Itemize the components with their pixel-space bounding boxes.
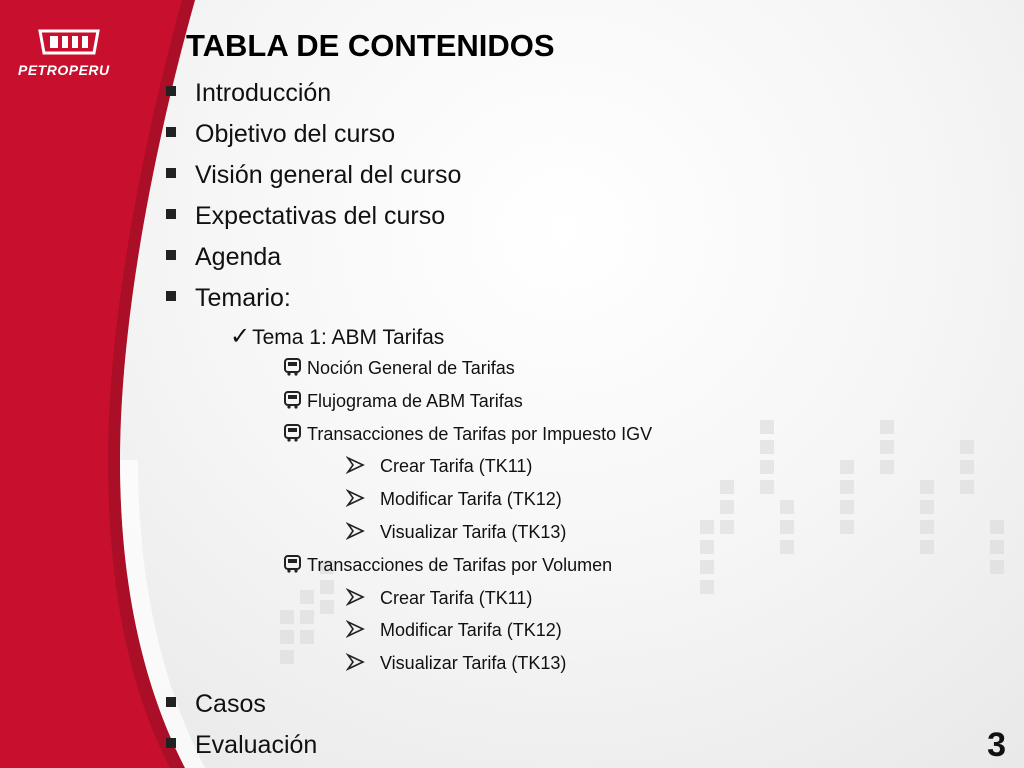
square-bullet-icon bbox=[166, 86, 176, 96]
toc-item-label: Flujograma de ABM Tarifas bbox=[307, 391, 523, 411]
toc-item-label: Transacciones de Tarifas por Impuesto IGV bbox=[307, 424, 653, 444]
toc-item bbox=[166, 202, 445, 231]
square-bullet-icon bbox=[166, 291, 176, 301]
toc-item bbox=[284, 555, 612, 576]
toc-item bbox=[166, 690, 266, 719]
page-number: 3 bbox=[987, 726, 1006, 764]
bus-icon bbox=[284, 391, 301, 412]
toc-item-label: Tema 1: ABM Tarifas bbox=[252, 326, 445, 349]
toc-item-label: Modificar Tarifa (TK12) bbox=[380, 489, 562, 509]
toc-item-label: Noción General de Tarifas bbox=[307, 358, 515, 378]
toc-item bbox=[346, 588, 532, 609]
toc-item bbox=[166, 284, 291, 313]
toc-item-label: Agenda bbox=[195, 243, 282, 271]
petroperu-logo-icon bbox=[34, 27, 104, 61]
square-bullet-icon bbox=[166, 127, 176, 137]
toc-item bbox=[166, 731, 317, 760]
toc-item-label: Evaluación bbox=[195, 731, 318, 759]
bus-icon bbox=[284, 358, 301, 379]
toc-item-label: Transacciones de Tarifas por Volumen bbox=[307, 555, 613, 575]
toc-item-label: Visualizar Tarifa (TK13) bbox=[380, 653, 567, 673]
toc-item bbox=[284, 391, 523, 412]
toc-item-label: Visualizar Tarifa (TK13) bbox=[380, 522, 567, 542]
toc-item bbox=[166, 243, 281, 272]
toc-item bbox=[166, 79, 331, 108]
toc-item bbox=[346, 620, 562, 641]
toc-item-label: Introducción bbox=[195, 79, 332, 107]
square-bullet-icon bbox=[166, 250, 176, 260]
square-bullet-icon bbox=[166, 738, 176, 748]
toc-item-label: Modificar Tarifa (TK12) bbox=[380, 620, 562, 640]
square-bullet-icon bbox=[166, 168, 176, 178]
toc-item bbox=[284, 358, 515, 379]
toc-item-label: Objetivo del curso bbox=[195, 120, 396, 148]
toc-item-label: Crear Tarifa (TK11) bbox=[380, 588, 533, 608]
toc-item bbox=[346, 489, 562, 510]
arrow-bullet-icon bbox=[346, 456, 366, 477]
arrow-bullet-icon bbox=[346, 653, 366, 674]
toc-item bbox=[166, 120, 395, 149]
toc-item-label: Crear Tarifa (TK11) bbox=[380, 456, 533, 476]
toc-item bbox=[346, 456, 532, 477]
toc-item bbox=[166, 161, 461, 190]
arrow-bullet-icon bbox=[346, 620, 366, 641]
arrow-bullet-icon bbox=[346, 522, 366, 543]
toc-item-label: Casos bbox=[195, 690, 266, 718]
toc-item bbox=[346, 653, 566, 674]
arrow-bullet-icon bbox=[346, 588, 366, 609]
bus-icon bbox=[284, 424, 301, 445]
checkmark-icon: ✓ bbox=[230, 323, 251, 350]
brand-name: PETROPERU bbox=[18, 62, 110, 78]
square-bullet-icon bbox=[166, 209, 176, 219]
bus-icon bbox=[284, 555, 301, 576]
toc-item-label: Temario: bbox=[195, 284, 291, 312]
square-bullet-icon bbox=[166, 697, 176, 707]
toc-item-label: Expectativas del curso bbox=[195, 202, 446, 230]
toc-item bbox=[230, 322, 444, 351]
slide-title: TABLA DE CONTENIDOS bbox=[186, 28, 555, 63]
toc-item-label: Visión general del curso bbox=[195, 161, 462, 189]
toc-item bbox=[346, 522, 566, 543]
toc-item bbox=[284, 424, 652, 445]
arrow-bullet-icon bbox=[346, 489, 366, 510]
